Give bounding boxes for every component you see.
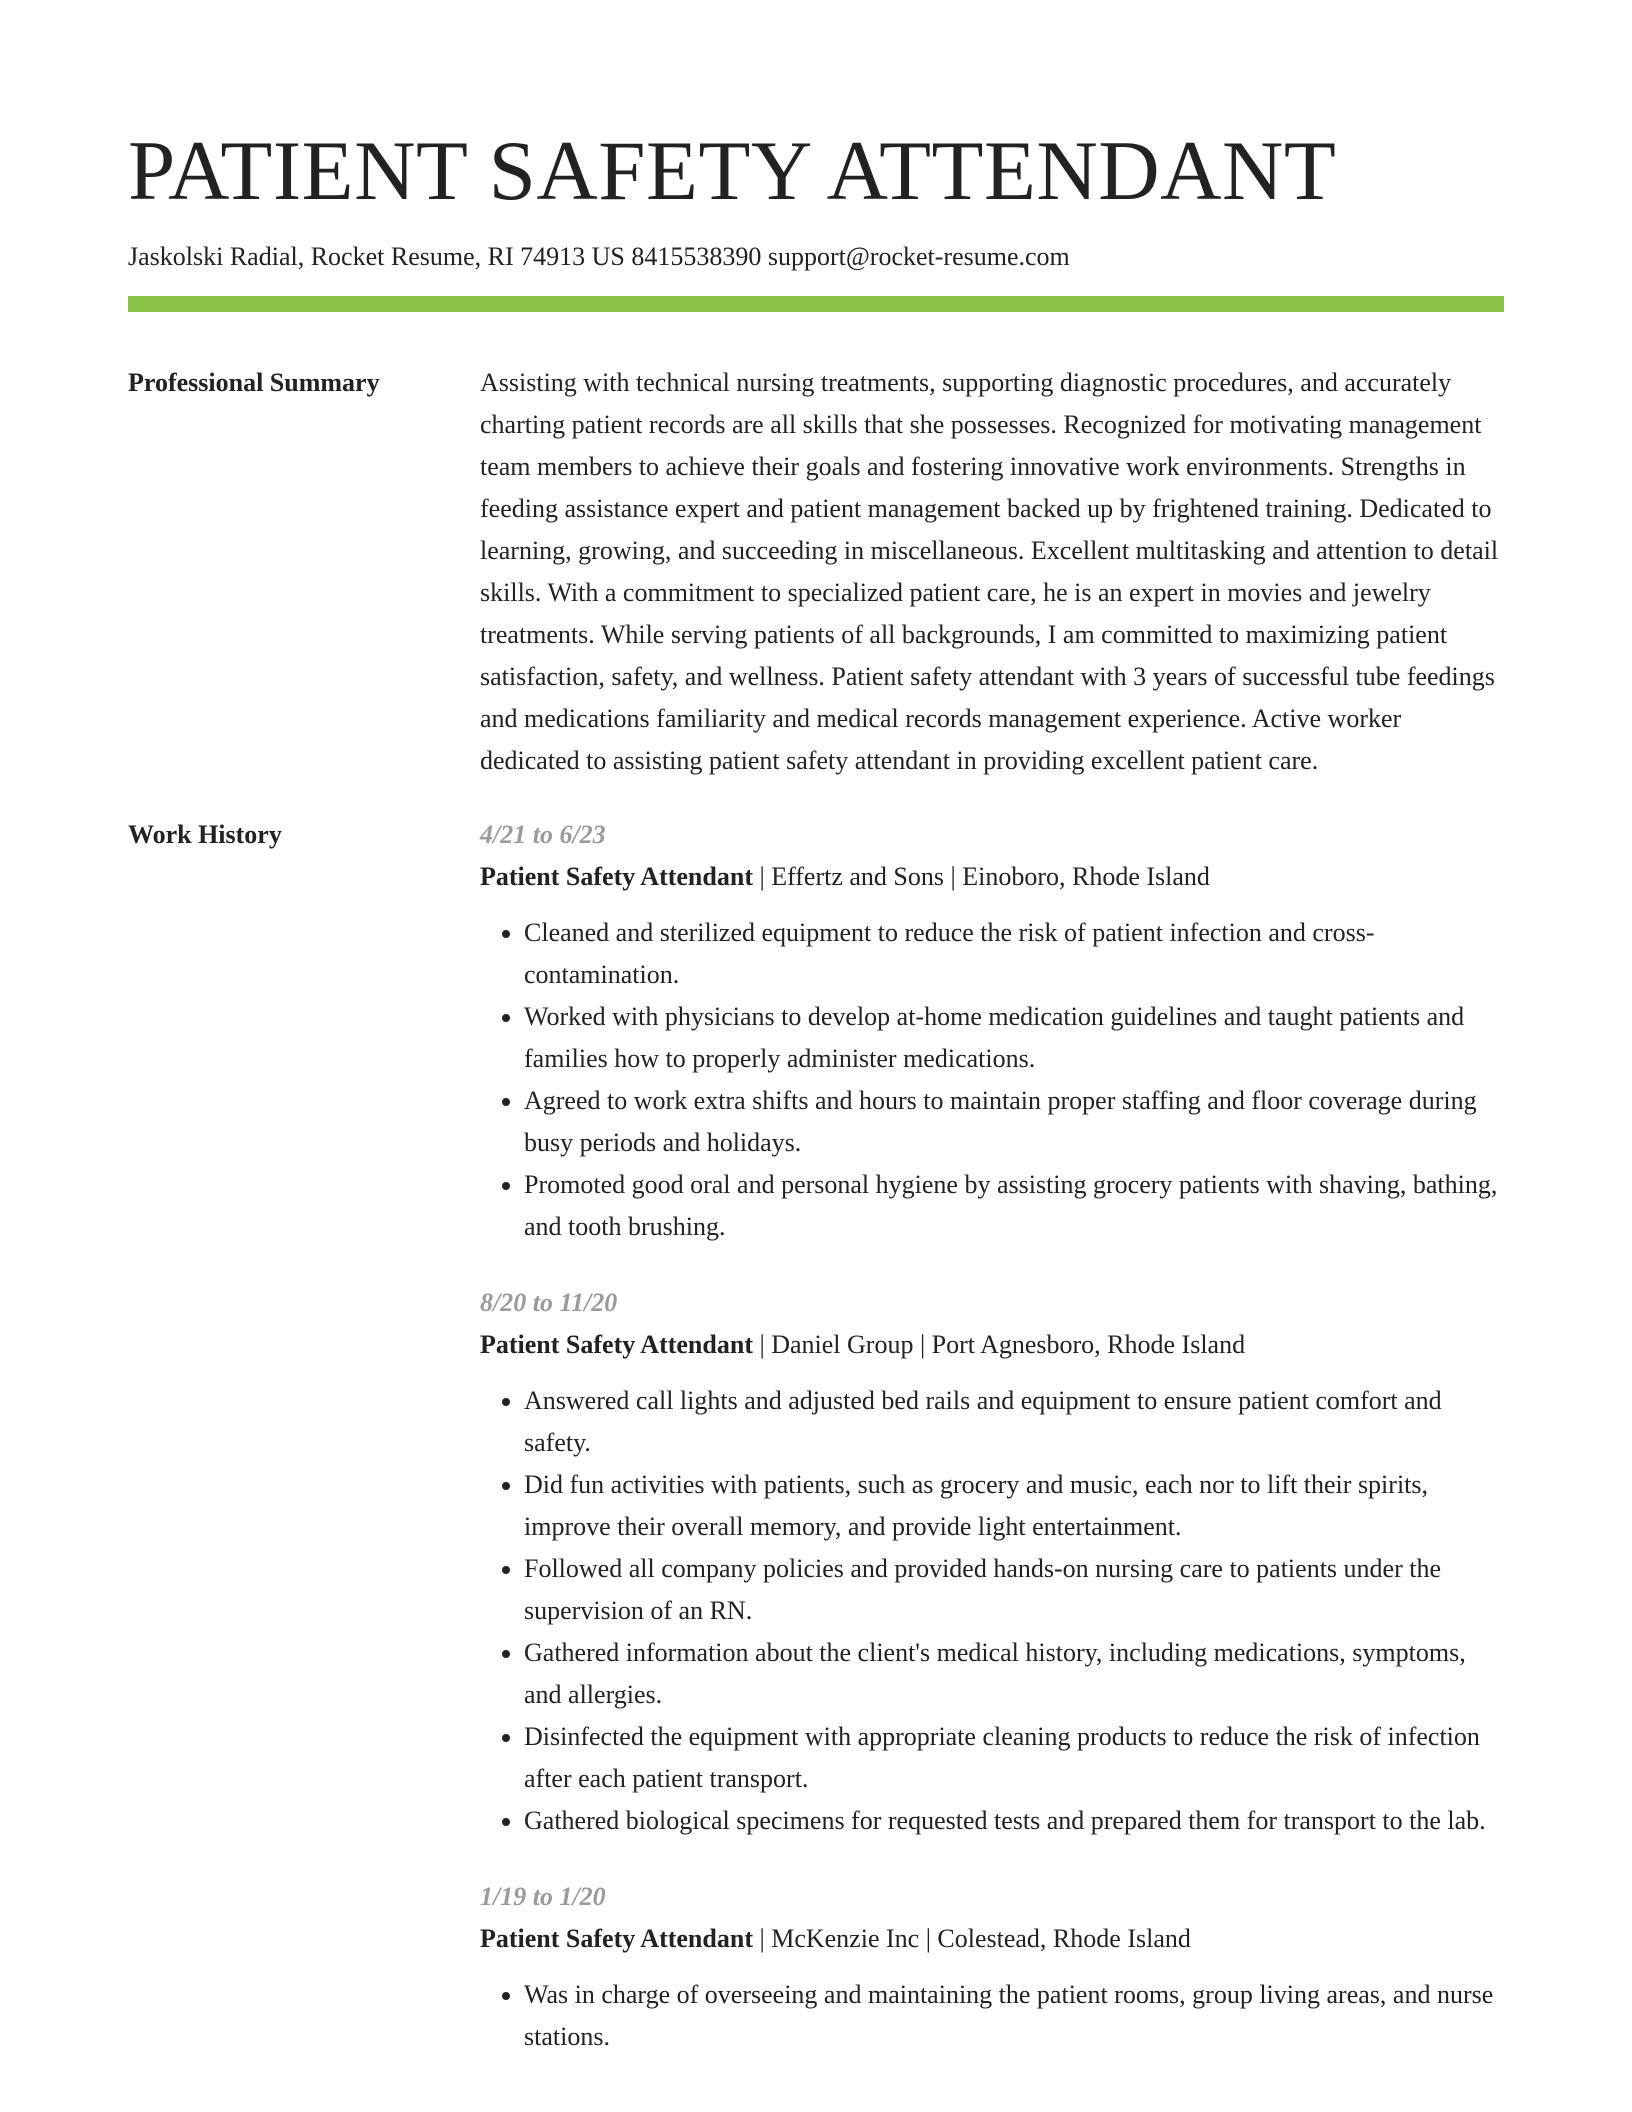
job-separator: | <box>944 862 963 891</box>
work-history-heading: Work History <box>128 820 282 849</box>
summary-text: Assisting with technical nursing treatments, supporting diagnostic procedures, and accurately charting patient records are all skills that she possesses. Recognized for motivating management team members to achieve their goals and fostering innovative work environments. Strengths in feeding assistance expert and patient management backed up by frightened training. Dedicated to learning, growing, and succeeding in miscellaneous. Excellent multitasking and attention to detail skills. With a commitment to specialized patient care, he is an expert in movies and jewelry treatments. While serving patients of all backgrounds, I am committed to maximizing patient satisfaction, safety, and wellness. Patient safety attendant with 3 years of successful tube feedings and medications familiarity and medical records management experience. Active worker dedicated to assisting patient safety attendant in providing excellent patient care. <box>480 368 1499 775</box>
contact-line <box>128 240 1504 274</box>
job-dates: 1/19 to 1/20 <box>480 1882 606 1911</box>
job-duty-item: • Promoted good oral and personal hygiene by assisting grocery patients with shaving, bathing, and tooth brushing. <box>524 1164 1504 1248</box>
contact-email: support@rocket-resume.com <box>767 242 1070 271</box>
job-duty-item: • Disinfected the equipment with appropriate cleaning products to reduce the risk of infection after each patient transport. <box>524 1716 1504 1800</box>
resume-page <box>128 0 1504 2058</box>
job-dates: 4/21 to 6/23 <box>480 820 606 849</box>
job-separator: | <box>752 1330 772 1359</box>
contact-address: Jaskolski Radial, Rocket Resume, RI 74913 US <box>128 242 625 271</box>
job-title: Patient Safety Attendant <box>480 1924 753 1953</box>
job-duty-item: • Cleaned and sterilized equipment to reduce the risk of patient infection and cross-contamination. <box>524 912 1504 996</box>
job-duty-item: • Gathered information about the client's medical history, including medications, symptoms, and allergies. <box>524 1632 1504 1716</box>
job-duty-item: • Gathered biological specimens for requested tests and prepared them for transport to the lab. <box>524 1800 1504 1842</box>
job-duties <box>480 912 1504 1248</box>
summary-body <box>480 362 1504 782</box>
job-entry <box>480 1282 1504 1842</box>
accent-divider <box>128 296 1504 312</box>
job-heading <box>480 1324 1504 1366</box>
job-title: Patient Safety Attendant <box>480 1330 753 1359</box>
job-title: Patient Safety Attendant <box>480 862 753 891</box>
job-employer: Daniel Group <box>771 1330 914 1359</box>
job-entry <box>480 1876 1504 2058</box>
job-employer: McKenzie Inc <box>771 1924 920 1953</box>
work-history-section <box>128 814 1504 2058</box>
job-heading <box>480 856 1504 898</box>
work-history-body <box>480 814 1504 2058</box>
job-separator: | <box>913 1330 932 1359</box>
job-duty-item: • Answered call lights and adjusted bed rails and equipment to ensure patient comfort and safety. <box>524 1380 1504 1464</box>
summary-heading: Professional Summary <box>128 368 380 397</box>
job-duty-item: • Did fun activities with patients, such as grocery and music, each nor to lift their spirits, improve their overall memory, and provide light entertainment. <box>524 1464 1504 1548</box>
job-duty-item: • Followed all company policies and provided hands-on nursing care to patients under the supervision of an RN. <box>524 1548 1504 1632</box>
candidate-title: PATIENT SAFETY ATTENDANT <box>128 124 1337 218</box>
job-separator: | <box>919 1924 938 1953</box>
job-duties <box>480 1974 1504 2058</box>
job-heading <box>480 1918 1504 1960</box>
job-separator: | <box>752 1924 772 1953</box>
job-employer: Effertz and Sons <box>771 862 945 891</box>
job-duties <box>480 1380 1504 1842</box>
job-location: Port Agnesboro, Rhode Island <box>931 1330 1246 1359</box>
job-duty-item: • Was in charge of overseeing and maintaining the patient rooms, group living areas, and nurse stations. <box>524 1974 1504 2058</box>
job-location: Einoboro, Rhode Island <box>962 862 1210 891</box>
summary-section <box>128 362 1504 782</box>
job-location: Colestead, Rhode Island <box>937 1924 1191 1953</box>
contact-phone: 8415538390 <box>631 242 762 271</box>
job-entry <box>480 814 1504 1248</box>
job-duty-item: • Worked with physicians to develop at-home medication guidelines and taught patients and families how to properly administer medications. <box>524 996 1504 1080</box>
job-dates: 8/20 to 11/20 <box>480 1288 618 1317</box>
job-duty-item: • Agreed to work extra shifts and hours to maintain proper staffing and floor coverage during busy periods and holidays. <box>524 1080 1504 1164</box>
job-separator: | <box>752 862 772 891</box>
